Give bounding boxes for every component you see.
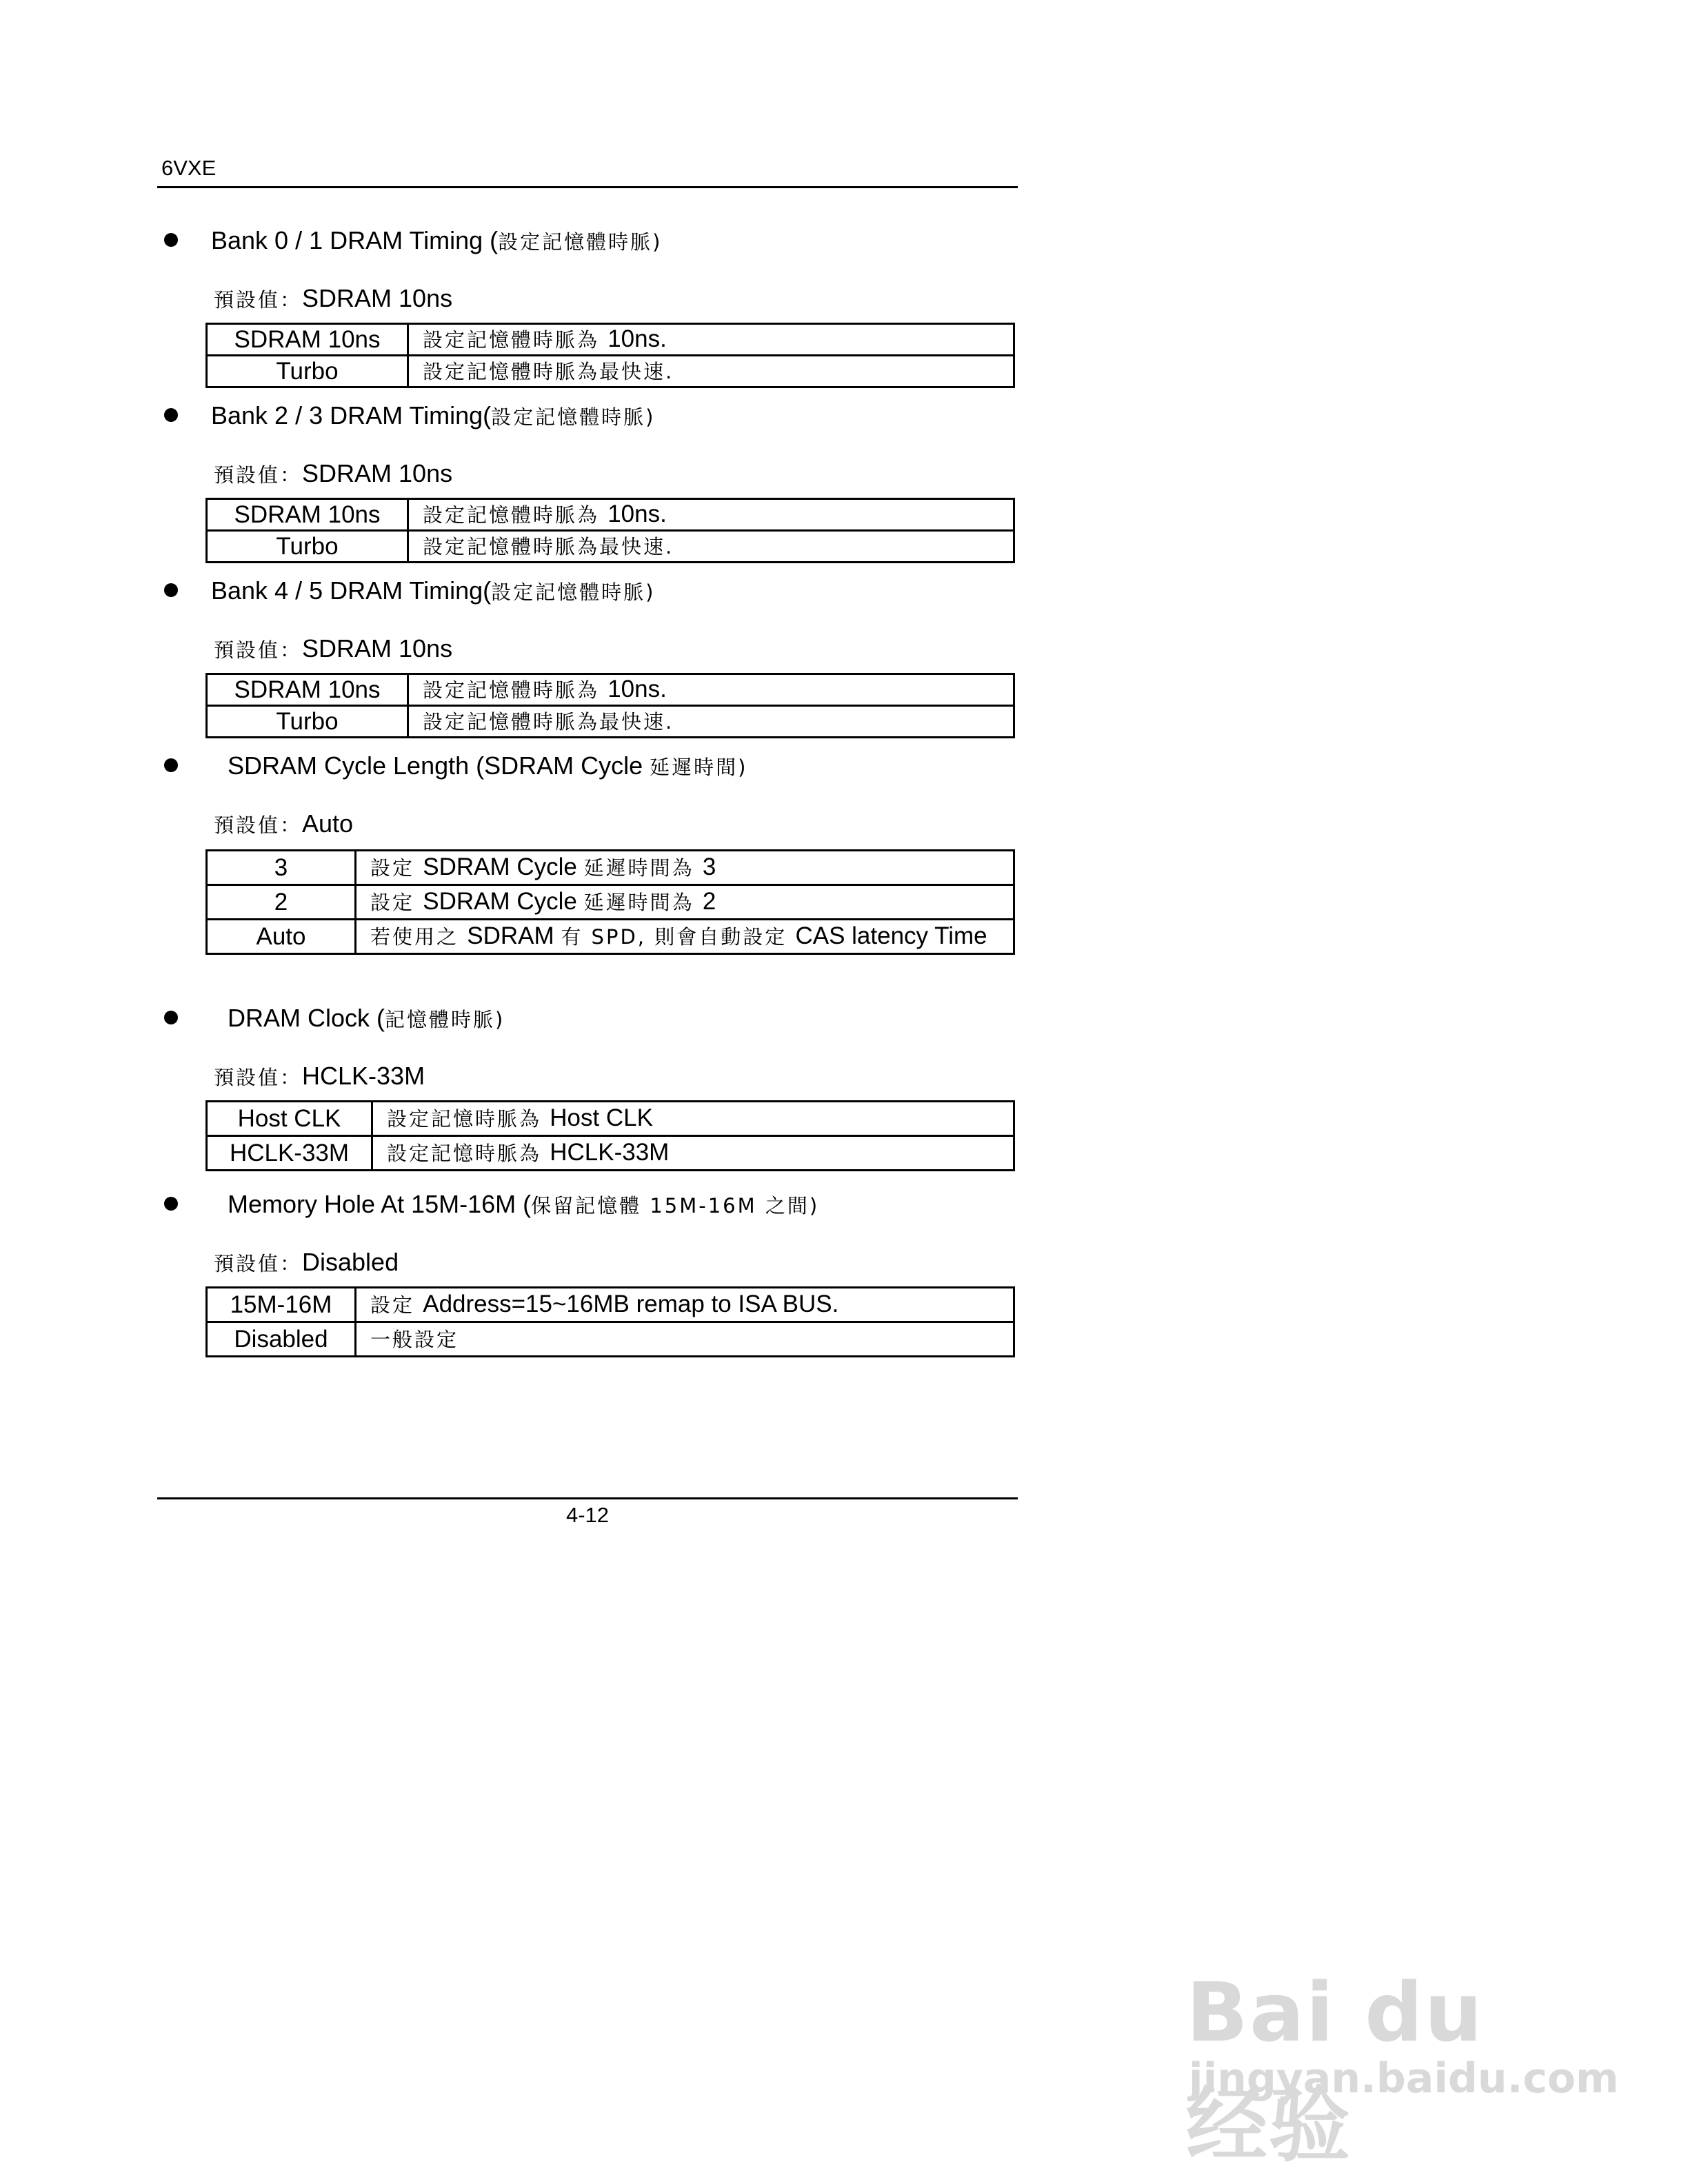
option-key: 2 (207, 885, 356, 920)
option-key: 15M-16M (207, 1288, 356, 1322)
option-key: Auto (207, 920, 356, 954)
option-key: Turbo (207, 356, 408, 387)
table-row (207, 885, 1014, 920)
header-rule (157, 186, 1018, 188)
bullet-icon (164, 583, 178, 597)
option-description: 設定記憶體時脈為最快速. (408, 531, 1014, 563)
default-value: SDRAM 10ns (302, 634, 453, 663)
table-row (207, 706, 1014, 738)
option-description: 一般設定 (356, 1322, 1014, 1357)
document-model-header: 6VXE (161, 156, 217, 180)
option-description: 設定 Address=15~16MB remap to ISA BUS. (356, 1288, 1014, 1322)
option-description: 設定 SDRAM Cycle 延遲時間為 3 (356, 851, 1014, 885)
option-description: 設定記憶體時脈為最快速. (408, 706, 1014, 738)
title-english: Bank 0 / 1 DRAM Timing ( (211, 226, 499, 254)
table-row (207, 1136, 1014, 1171)
title-english: Memory Hole At 15M-16M ( (228, 1190, 532, 1218)
title-english: DRAM Clock ( (228, 1004, 385, 1032)
bullet-icon (164, 408, 178, 422)
default-value-line (214, 634, 452, 663)
footer-rule (157, 1497, 1018, 1499)
options-table (205, 849, 1015, 955)
title-english: SDRAM Cycle Length (SDRAM Cycle (228, 751, 650, 780)
default-value-line (214, 1062, 425, 1091)
title-chinese: 延遲時間) (650, 756, 748, 779)
table-row (207, 1102, 1014, 1136)
table-row (207, 851, 1014, 885)
section-title (211, 576, 655, 605)
table-row (207, 674, 1014, 706)
options-table (205, 1286, 1015, 1357)
option-key: Disabled (207, 1322, 356, 1357)
title-chinese: 設定記憶體時脈) (498, 230, 663, 254)
page-number: 4-12 (565, 1503, 610, 1527)
table-row (207, 531, 1014, 563)
title-chinese: 設定記憶體時脈) (491, 405, 656, 429)
bullet-icon (164, 1197, 178, 1211)
option-description: 設定記憶體時脈為最快速. (408, 356, 1014, 387)
default-label: 預設值： (214, 463, 303, 487)
bullet-icon (164, 233, 178, 247)
bullet-icon (164, 758, 178, 772)
title-english: Bank 2 / 3 DRAM Timing( (211, 401, 492, 429)
option-key: Host CLK (207, 1102, 372, 1136)
default-label: 預設值： (214, 638, 303, 662)
title-chinese: 保留記憶體 15M-16M 之間) (531, 1194, 820, 1217)
default-value: SDRAM 10ns (302, 284, 453, 312)
default-value-line (214, 1248, 399, 1277)
option-description: 設定記憶體時脈為 10ns. (408, 499, 1014, 531)
option-key: SDRAM 10ns (207, 674, 408, 706)
default-value-line (214, 809, 353, 838)
table-row (207, 324, 1014, 356)
default-value: Disabled (302, 1248, 399, 1276)
option-key: SDRAM 10ns (207, 499, 408, 531)
default-value-line (214, 284, 452, 313)
table-row (207, 499, 1014, 531)
section-title (211, 401, 655, 430)
default-value: Auto (302, 809, 354, 838)
default-label: 預設值： (214, 1066, 303, 1089)
option-description: 設定記憶體時脈為 10ns. (408, 674, 1014, 706)
option-description: 若使用之 SDRAM 有 SPD, 則會自動設定 CAS latency Time (356, 920, 1014, 954)
title-chinese: 設定記憶體時脈) (491, 580, 656, 604)
options-table (205, 673, 1015, 738)
table-row (207, 356, 1014, 387)
watermark-brand: Bai du 经验 (1186, 1965, 1484, 2173)
table-row (207, 920, 1014, 954)
title-english: Bank 4 / 5 DRAM Timing( (211, 576, 492, 605)
baidu-watermark (1186, 1910, 1619, 2173)
table-row (207, 1288, 1014, 1322)
default-value-line (214, 459, 452, 488)
default-label: 預設值： (214, 288, 303, 312)
option-key: HCLK-33M (207, 1136, 372, 1171)
section-title (228, 751, 748, 780)
bullet-icon (164, 1011, 178, 1024)
default-value: SDRAM 10ns (302, 459, 453, 487)
option-key: Turbo (207, 531, 408, 563)
default-label: 預設值： (214, 813, 303, 837)
option-key: SDRAM 10ns (207, 324, 408, 356)
options-table (205, 498, 1015, 563)
options-table (205, 1100, 1015, 1171)
option-description: 設定記憶時脈為 HCLK-33M (372, 1136, 1014, 1171)
default-value: HCLK-33M (302, 1062, 425, 1090)
default-label: 預設值： (214, 1252, 303, 1275)
option-key: 3 (207, 851, 356, 885)
watermark-site: jingyan.baidu.com (1189, 2054, 1619, 2103)
title-chinese: 記憶體時脈) (385, 1008, 505, 1031)
options-table (205, 323, 1015, 388)
section-title (228, 1190, 819, 1219)
option-description: 設定記憶體時脈為 10ns. (408, 324, 1014, 356)
option-key: Turbo (207, 706, 408, 738)
option-description: 設定 SDRAM Cycle 延遲時間為 2 (356, 885, 1014, 920)
section-title (211, 226, 662, 255)
option-description: 設定記憶時脈為 Host CLK (372, 1102, 1014, 1136)
section-title (228, 1004, 505, 1033)
table-row (207, 1322, 1014, 1357)
